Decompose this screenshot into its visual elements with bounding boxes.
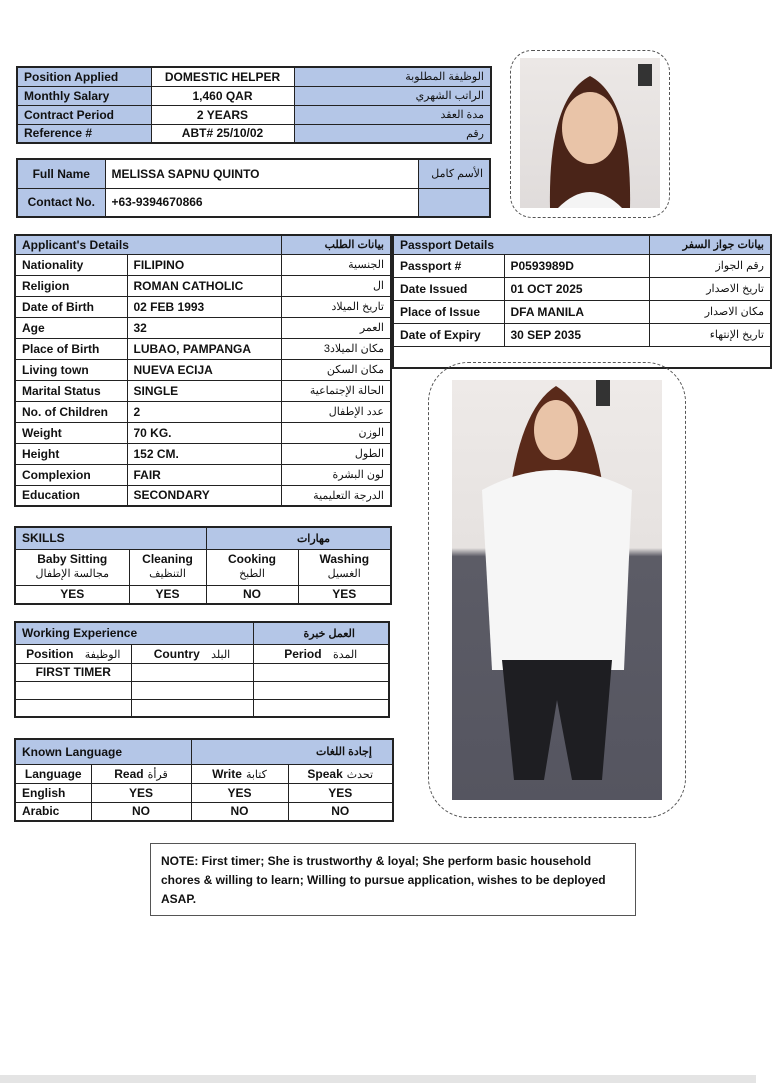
job-table [16, 66, 492, 144]
field-label-ar: ال [281, 275, 391, 296]
field-label-ar: تاريخ الإنتهاء [649, 323, 771, 346]
language-cell: Arabic [15, 802, 91, 821]
table-row [393, 277, 771, 300]
skill-value: YES [15, 585, 129, 604]
full-name-value: MELISSA SAPNU QUINTO [105, 159, 418, 188]
language-cell: NO [91, 802, 191, 821]
experience-header [15, 644, 131, 663]
table-row [15, 275, 391, 296]
label: Position Applied [17, 67, 151, 86]
table-row [393, 300, 771, 323]
header-en: Read [114, 766, 144, 781]
field-label: Date Issued [393, 277, 504, 300]
header-en: Speak [307, 766, 343, 781]
field-label-ar: الوزن [281, 422, 391, 443]
skill-value: NO [206, 585, 298, 604]
working-experience-table [14, 621, 390, 718]
skill-value: YES [129, 585, 206, 604]
skill-header [15, 549, 129, 585]
label-ar: مدة العقد [294, 105, 491, 124]
field-label: Date of Expiry [393, 323, 504, 346]
skill-value: YES [298, 585, 391, 604]
table-row [15, 359, 391, 380]
language-cell: NO [288, 802, 393, 821]
table-row [15, 401, 391, 422]
header-ar: الوظيفة [84, 648, 121, 661]
field-value: SECONDARY [127, 485, 281, 506]
experience-cell [15, 681, 131, 699]
field-label-ar: الحالة الإجتماعية [281, 380, 391, 401]
skill-header [298, 549, 391, 585]
field-label-ar: الطول [281, 443, 391, 464]
skill-name: Baby Sitting [37, 552, 108, 566]
empty-cell [418, 188, 490, 217]
field-label-ar: الجنسية [281, 254, 391, 275]
field-label-ar: مكان السكن [281, 359, 391, 380]
field-value: 30 SEP 2035 [504, 323, 649, 346]
person-full-body-icon [452, 380, 662, 800]
applicant-details-table [14, 234, 392, 507]
field-value: 32 [127, 317, 281, 338]
experience-title: Working Experience [15, 622, 253, 644]
language-header [191, 764, 288, 783]
value: DOMESTIC HELPER [151, 67, 294, 86]
field-value: P0593989D [504, 254, 649, 277]
table-row [15, 338, 391, 359]
field-value: ROMAN CATHOLIC [127, 275, 281, 296]
field-label: No. of Children [15, 401, 127, 422]
experience-cell [253, 681, 389, 699]
header-ar: تحدث [346, 768, 374, 781]
skill-name-ar: الطبخ [239, 568, 265, 580]
experience-cell [253, 699, 389, 717]
field-value: FILIPINO [127, 254, 281, 275]
table-row [15, 681, 389, 699]
field-label: Living town [15, 359, 127, 380]
full-name-label: Full Name [17, 159, 105, 188]
label: Contract Period [17, 105, 151, 124]
contact-label: Contact No. [17, 188, 105, 217]
field-value: 02 FEB 1993 [127, 296, 281, 317]
header-ar: قرأة [147, 768, 168, 781]
field-label: Weight [15, 422, 127, 443]
table-row [15, 422, 391, 443]
field-value: DFA MANILA [504, 300, 649, 323]
skill-header [206, 549, 298, 585]
table-row [15, 254, 391, 275]
experience-cell [15, 699, 131, 717]
field-label: Place of Issue [393, 300, 504, 323]
label: Reference # [17, 124, 151, 143]
header-en: Period [284, 646, 322, 661]
passport-title-ar: بيانات جواز السفر [649, 235, 771, 254]
language-header [288, 764, 393, 783]
passport-details-table [392, 234, 772, 369]
skill-header [129, 549, 206, 585]
field-label: Nationality [15, 254, 127, 275]
header-en: Country [153, 646, 200, 661]
field-label: Height [15, 443, 127, 464]
table-row [15, 464, 391, 485]
skill-name-ar: مجالسة الإطفال [35, 568, 109, 580]
field-value: NUEVA ECIJA [127, 359, 281, 380]
field-label-ar: تاريخ الميلاد [281, 296, 391, 317]
experience-cell [131, 663, 253, 681]
table-row [15, 296, 391, 317]
experience-title-ar: العمل خبرة [253, 622, 389, 644]
header-ar: كتابة [245, 768, 267, 781]
person-headshot-icon [520, 58, 660, 208]
field-label-ar: مكان الميلاد3 [281, 338, 391, 359]
experience-cell [253, 663, 389, 681]
known-language-table [14, 738, 394, 822]
applicant-title: Applicant's Details [15, 235, 281, 254]
applicant-title-ar: بيانات الطلب [281, 235, 391, 254]
field-label: Religion [15, 275, 127, 296]
field-value: SINGLE [127, 380, 281, 401]
page-bottom-edge [0, 1075, 756, 1083]
table-row [15, 783, 393, 802]
field-value: 70 KG. [127, 422, 281, 443]
field-label: Passport # [393, 254, 504, 277]
table-row [15, 485, 391, 506]
label-ar: الوظيفة المطلوبة [294, 67, 491, 86]
skill-name: Washing [319, 552, 370, 566]
language-title-ar: إجادة اللغات [191, 739, 393, 764]
skills-table [14, 526, 392, 605]
experience-cell [131, 681, 253, 699]
skills-title: SKILLS [15, 527, 206, 549]
label-ar: رقم [294, 124, 491, 143]
field-value: 2 [127, 401, 281, 422]
language-cell: YES [91, 783, 191, 802]
language-cell: YES [191, 783, 288, 802]
experience-header [253, 644, 389, 663]
header-ar: البلد [211, 648, 231, 661]
skill-name: Cooking [228, 552, 277, 566]
experience-header [131, 644, 253, 663]
field-label-ar: مكان الاصدار [649, 300, 771, 323]
field-label: Age [15, 317, 127, 338]
language-header [91, 764, 191, 783]
field-label: Marital Status [15, 380, 127, 401]
language-cell: English [15, 783, 91, 802]
table-row [15, 317, 391, 338]
full-name-label-ar: الأسم كامل [418, 159, 490, 188]
table-row [15, 802, 393, 821]
language-title: Known Language [15, 739, 191, 764]
label: Monthly Salary [17, 86, 151, 105]
field-label-ar: تاريخ الاصدار [649, 277, 771, 300]
experience-cell: FIRST TIMER [15, 663, 131, 681]
field-value: 01 OCT 2025 [504, 277, 649, 300]
skill-name-ar: التنظيف [149, 568, 186, 580]
table-row [393, 323, 771, 346]
table-row [15, 380, 391, 401]
field-label-ar: رقم الجواز [649, 254, 771, 277]
label-ar: الراتب الشهري [294, 86, 491, 105]
language-header [15, 764, 91, 783]
field-value: 152 CM. [127, 443, 281, 464]
field-label: Education [15, 485, 127, 506]
full-body-photo [452, 380, 662, 800]
identity-table [16, 158, 491, 218]
skill-name: Cleaning [142, 552, 193, 566]
field-value: LUBAO, PAMPANGA [127, 338, 281, 359]
field-label-ar: الدرجة التعليمية [281, 485, 391, 506]
header-en: Language [24, 766, 82, 781]
skills-title-ar: مهارات [206, 527, 391, 549]
field-label: Complexion [15, 464, 127, 485]
passport-title: Passport Details [393, 235, 649, 254]
header-ar: المدة [332, 648, 358, 661]
note-box: NOTE: First timer; She is trustworthy & loyal; She perform basic household chores & willing to learn; Willing to pursue application, wishes to be deployed ASAP. [150, 843, 636, 916]
headshot-photo [520, 58, 660, 208]
header-en: Write [212, 766, 242, 781]
table-row [15, 443, 391, 464]
table-row [15, 699, 389, 717]
field-label-ar: العمر [281, 317, 391, 338]
contact-value: +63-9394670866 [105, 188, 418, 217]
field-value: FAIR [127, 464, 281, 485]
header-en: Position [26, 646, 74, 661]
field-label: Date of Birth [15, 296, 127, 317]
table-row [15, 663, 389, 681]
value: 1,460 QAR [151, 86, 294, 105]
table-row [393, 254, 771, 277]
value: ABT# 25/10/02 [151, 124, 294, 143]
field-label: Place of Birth [15, 338, 127, 359]
field-label-ar: لون البشرة [281, 464, 391, 485]
language-cell: YES [288, 783, 393, 802]
field-label-ar: عدد الإطفال [281, 401, 391, 422]
value: 2 YEARS [151, 105, 294, 124]
language-cell: NO [191, 802, 288, 821]
experience-cell [131, 699, 253, 717]
skill-name-ar: الغسيل [327, 568, 361, 580]
